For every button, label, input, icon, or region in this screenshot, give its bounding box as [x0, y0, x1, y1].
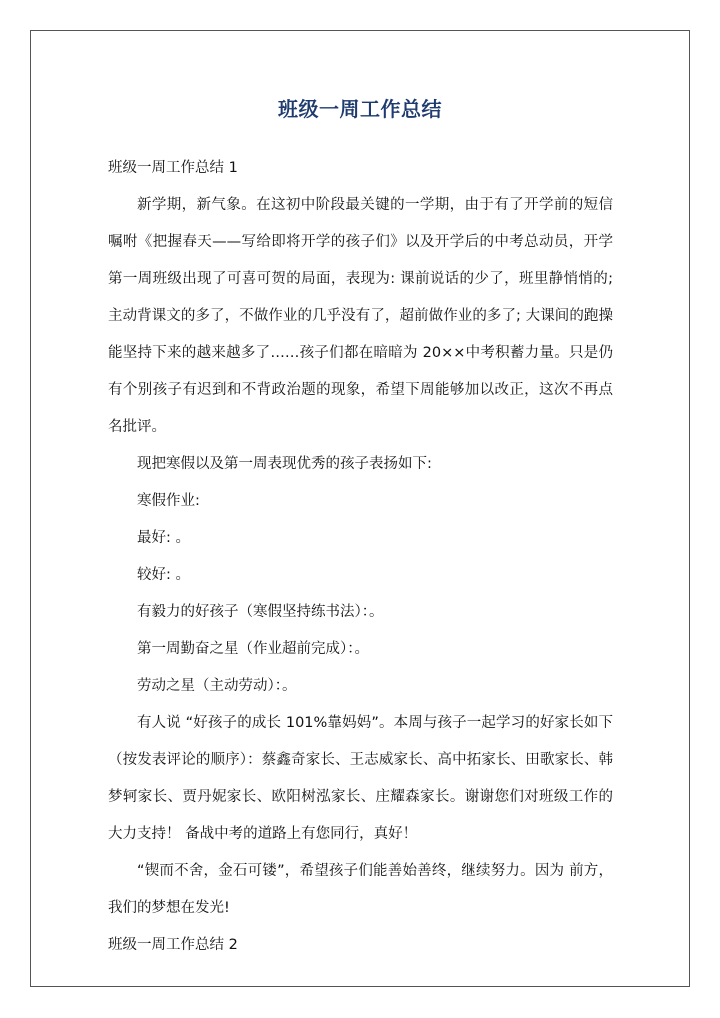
paragraph-good: 较好: 。 — [137, 567, 190, 583]
section-heading-1: 班级一周工作总结 1 — [108, 160, 238, 176]
paragraph-closing: “锲而不舍，金石可镂”，希望孩子们能善始善终，继续努力。因为 前方，我们的梦想在发光! — [108, 863, 613, 916]
paragraph-diligence-star: 第一周勤奋之星（作业超前完成）：。 — [137, 641, 369, 657]
paragraph-labor-star: 劳动之星（主动劳动）：。 — [137, 678, 297, 694]
paragraph-winter-homework: 寒假作业: — [137, 493, 200, 509]
paragraph-praise-intro: 现把寒假以及第一周表现优秀的孩子表扬如下: — [137, 456, 432, 472]
paragraph-best: 最好: 。 — [137, 530, 190, 546]
paragraph-perseverance: 有毅力的好孩子（寒假坚持练书法）：。 — [137, 604, 384, 620]
document-body — [108, 150, 613, 964]
section-heading-2: 班级一周工作总结 2 — [108, 937, 238, 953]
paragraph-intro: 新学期，新气象。在这初中阶段最关键的一学期，由于有了开学前的短信嘱咐《把握春天——写给即将开学的孩子们》以及开学后的中考总动员，开学第一周班级出现了可喜可贺的局面，表现为: 课前说话的少了，班里静悄悄的; 主动背课文的多了，不做作业的几乎没有了，超前做作业的多了; 大课间的跑操能坚持下来的越来越多了……孩子们都在暗暗为 20××中考积蓄力量。只是仍有个别孩子有迟到和不背政治题的现象，希望下周能够加以改正，这次不再点名批评。 — [108, 197, 613, 435]
paragraph-parents: 有人说 “好孩子的成长 101%靠妈妈”。本周与孩子一起学习的好家长如下（按发表评论的顺序）：蔡鑫奇家长、王志威家长、高中拓家长、田歌家长、韩梦轲家长、贾丹妮家长、欧阳树泓家长、庄耀森家长。谢谢您们对班级工作的大力支持！ 备战中考的道路上有您同行，真好！ — [108, 715, 613, 842]
document-title: 班级一周工作总结 — [278, 97, 442, 121]
